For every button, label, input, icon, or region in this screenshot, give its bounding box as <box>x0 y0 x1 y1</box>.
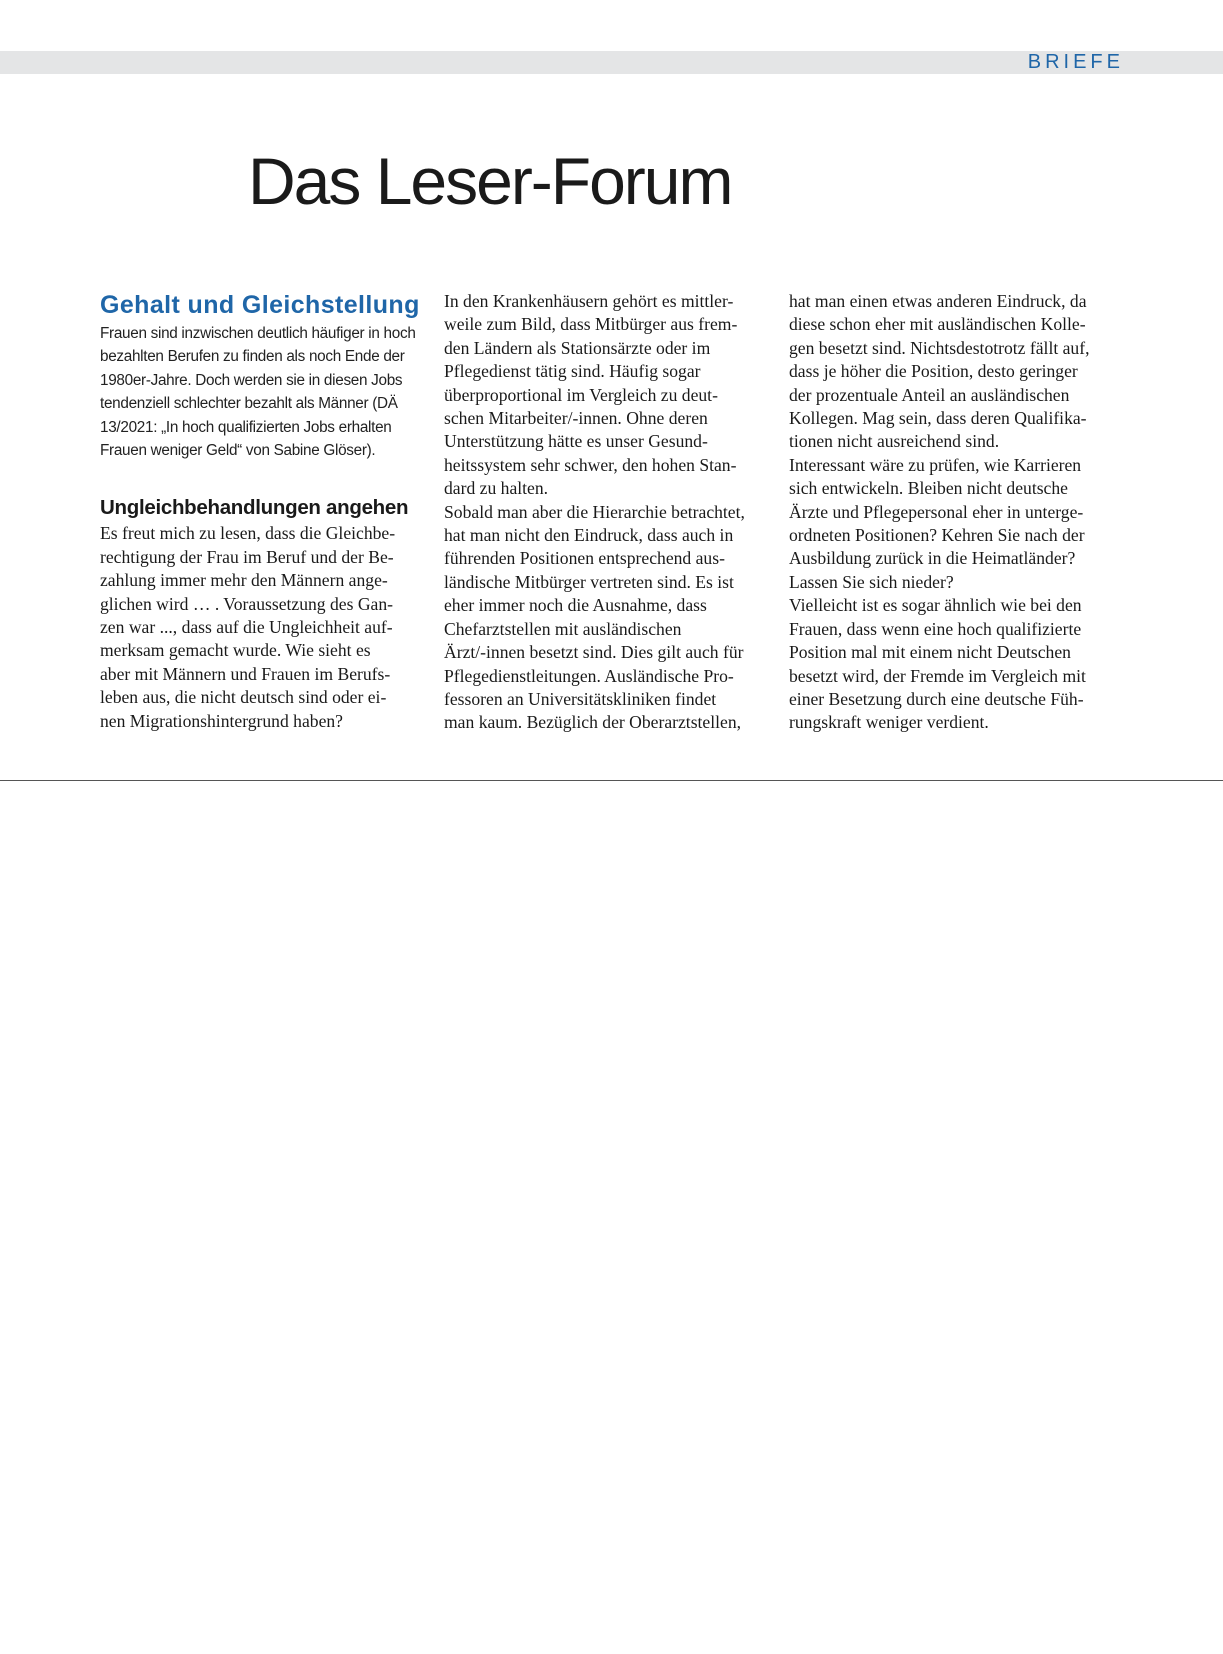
body-line: gen besetzt sind. Nichtsdestotrotz fällt auf, <box>789 337 1090 358</box>
body-line: Ärzt/-innen besetzt sind. Dies gilt auch für <box>444 642 744 663</box>
body-line: einer Besetzung durch eine deutsche Füh- <box>789 688 1084 709</box>
body-line: Kollegen. Mag sein, dass deren Qualifika- <box>789 408 1087 429</box>
body-line: Sobald man aber die Hierarchie betrachtet, <box>444 501 745 522</box>
body-line: Position mal mit einem nicht Deutschen <box>789 642 1071 663</box>
section-divider <box>0 780 1223 781</box>
body-line: weile zum Bild, dass Mitbürger aus frem- <box>444 314 738 335</box>
body-line: Es freut mich zu lesen, dass die Gleichbe- <box>100 523 396 544</box>
article-teaser <box>100 322 428 462</box>
section-label: BRIEFE <box>1027 51 1124 73</box>
body-line: Frauen, dass wenn eine hoch qualifizierte <box>789 618 1082 639</box>
body-line: Unterstützung hätte es unser Gesund- <box>444 431 708 452</box>
teaser-line: tendenziell schlechter bezahlt als Männer (DÄ <box>100 395 398 413</box>
letter-body-column-1 <box>100 522 428 733</box>
body-line: führenden Positionen entsprechend aus- <box>444 548 725 569</box>
body-line: Pflegedienstleitungen. Ausländische Pro- <box>444 665 734 686</box>
body-line: eher immer noch die Ausnahme, dass <box>444 595 707 616</box>
teaser-line: 1980er-Jahre. Doch werden sie in diesen Jobs <box>100 371 403 389</box>
body-line: leben aus, die nicht deutsch sind oder ei- <box>100 687 387 708</box>
teaser-line: 13/2021: „In hoch qualifizierten Jobs erhalten <box>100 418 392 436</box>
letter-title: Ungleichbehandlungen angehen <box>100 496 409 520</box>
body-line: Chefarztstellen mit ausländischen <box>444 618 682 639</box>
body-line: dass je höher die Position, desto geringer <box>789 361 1078 382</box>
body-line: rungskraft weniger verdient. <box>789 712 989 733</box>
body-line: fessoren an Universitätskliniken findet <box>444 688 717 709</box>
body-line: dard zu halten. <box>444 478 549 499</box>
letter-body-column-2 <box>444 290 776 735</box>
body-line: überproportional im Vergleich zu deut- <box>444 384 718 405</box>
body-line: Vielleicht ist es sogar ähnlich wie bei den <box>789 595 1082 616</box>
body-line: zen war ..., dass auf die Ungleichheit auf- <box>100 617 393 638</box>
body-line: merksam gemacht wurde. Wie sieht es <box>100 640 371 661</box>
body-line: Interessant wäre zu prüfen, wie Karrieren <box>789 454 1082 475</box>
column-2 <box>444 290 776 735</box>
body-line: ländische Mitbürger vertreten sind. Es ist <box>444 571 734 592</box>
teaser-line: Frauen sind inzwischen deutlich häufiger in hoch <box>100 325 416 342</box>
page-title: Das Leser-Forum <box>248 144 732 218</box>
body-line: rechtigung der Frau im Beruf und der Be- <box>100 546 394 567</box>
body-line: sich entwickeln. Bleiben nicht deutsche <box>789 478 1068 499</box>
article-headline: Gehalt und Gleichstellung <box>100 291 420 319</box>
body-line: Pflegedienst tätig sind. Häufig sogar <box>444 361 701 382</box>
body-line: Lassen Sie sich nieder? <box>789 571 954 592</box>
body-line: tionen nicht ausreichend sind. <box>789 431 1000 452</box>
body-line: der prozentuale Anteil an ausländischen <box>789 384 1070 405</box>
body-line: man kaum. Bezüglich der Oberarztstellen, <box>444 712 742 733</box>
body-line: glichen wird … . Voraussetzung des Gan- <box>100 593 394 614</box>
body-line: diese schon eher mit ausländischen Kolle- <box>789 314 1086 335</box>
body-line: aber mit Männern und Frauen im Berufs- <box>100 663 391 684</box>
letter-body-column-3 <box>789 290 1121 735</box>
body-line: In den Krankenhäusern gehört es mittler- <box>444 291 734 311</box>
body-line: Ärzte und Pflegepersonal eher in unterge- <box>789 501 1084 522</box>
body-line: zahlung immer mehr den Männern ange- <box>100 570 388 591</box>
body-line: besetzt wird, der Fremde im Vergleich mit <box>789 665 1086 686</box>
body-line: ordneten Positionen? Kehren Sie nach der <box>789 525 1085 546</box>
column-3 <box>789 290 1121 735</box>
body-line: hat man einen etwas anderen Eindruck, da <box>789 291 1087 311</box>
body-line: schen Mitarbeiter/-innen. Ohne deren <box>444 408 708 429</box>
body-line: Ausbildung zurück in die Heimatländer? <box>789 548 1076 569</box>
body-line: heitssystem sehr schwer, den hohen Stan- <box>444 454 737 475</box>
body-line: nen Migrationshintergrund haben? <box>100 710 343 731</box>
teaser-line: bezahlten Berufen zu finden als noch Ende der <box>100 348 405 366</box>
teaser-line: Frauen weniger Geld“ von Sabine Glöser). <box>100 442 376 460</box>
body-line: hat man nicht den Eindruck, dass auch in <box>444 525 734 546</box>
column-1 <box>100 290 428 733</box>
body-line: den Ländern als Stationsärzte oder im <box>444 337 711 358</box>
